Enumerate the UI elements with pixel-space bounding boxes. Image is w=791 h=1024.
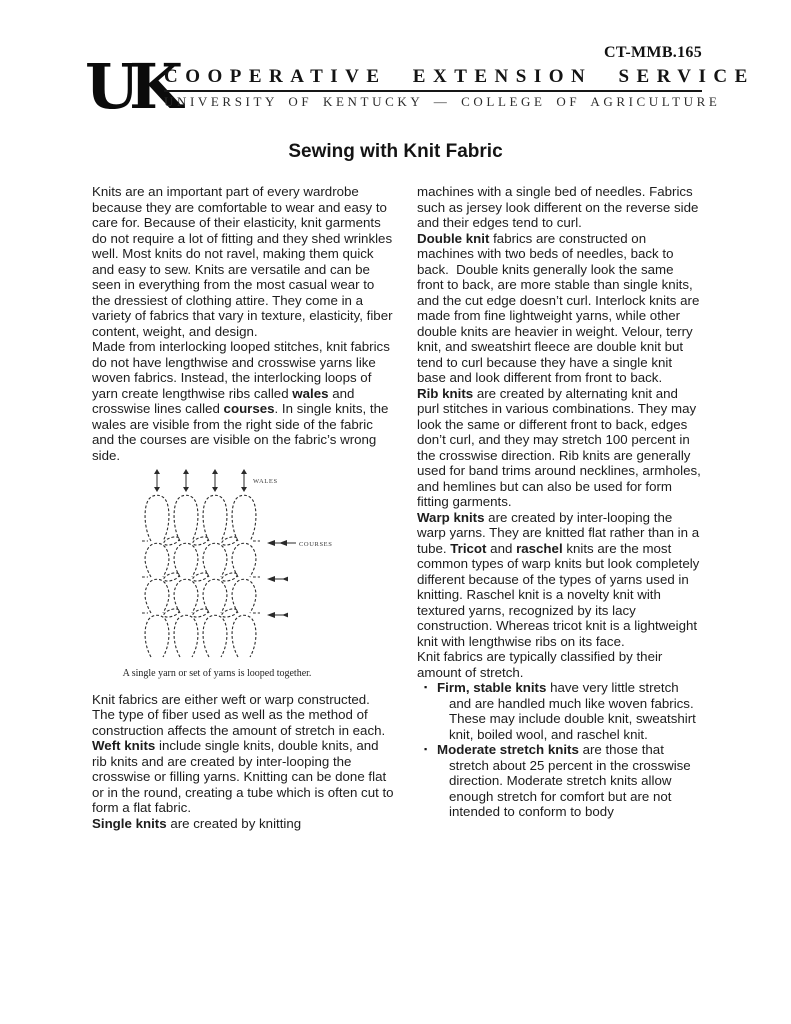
wales-arrows-icon (154, 469, 247, 492)
bold-term: raschel (516, 540, 563, 556)
text-run: and (486, 540, 517, 556)
right-column (417, 184, 703, 820)
service-name: COOPERATIVE EXTENSION SERVICE (164, 66, 755, 87)
text-run: Knit fabrics are either weft or warp constructed. The type of fiber used as well as the method of construction affects the amount of stretch in each. (92, 691, 386, 738)
paragraph-wales-courses (92, 339, 396, 463)
text-run: machines with a single bed of needles. Fabrics such as jersey look different on the reverse side and their edges tend to curl. (417, 184, 699, 230)
figure-caption: A single yarn or set of yarns is looped together. (122, 668, 312, 679)
paragraph-rib-knits (417, 386, 703, 510)
paragraph-single-knits (92, 816, 396, 832)
paragraph-double-knit (417, 231, 703, 386)
university-name: UNIVERSITY OF KENTUCKY — COLLEGE OF AGRICULTURE (164, 94, 721, 109)
masthead-rule (164, 90, 702, 92)
knit-loops (142, 495, 260, 657)
uk-logo: UK (85, 50, 173, 123)
text-run: Made from interlocking looped stitches, knit fabrics do not have lengthwise and crosswise yarns like woven fabrics. Instead, the interlocking loops of yarn create lengthwise ribs called (92, 339, 390, 401)
text-run: are those that stretch about 25 percent in the crosswise direction. Moderate stretch knits allow enough stretch for comfort but are not intended to conform to body (449, 742, 691, 819)
bold-term: Moderate stretch knits (437, 742, 579, 757)
text-run: have very little stretch and are handled much like woven fabrics. These may include double knit, sweatshirt knit, boiled wool, and raschel knit. (449, 680, 696, 742)
bold-term: Rib knits (417, 385, 474, 401)
masthead (164, 66, 755, 110)
paragraph-intro (92, 184, 396, 339)
text-run: knits are the most common types of warp knits but look completely different because of the types of yarns used in knitting. Raschel knit is a novelty knit with textured yarns, recognized by its lacy construction. Whereas tricot knit is a lightweight knit with lengthwise ribs on its face. (417, 540, 700, 649)
bold-term: Weft knits (92, 738, 156, 753)
bold-term: Double knit (417, 230, 490, 246)
list-item-firm-stable-knits (417, 680, 703, 742)
text-run: are created by knitting (166, 815, 302, 831)
page-title: Sewing with Knit Fabric (288, 141, 503, 162)
list-item-text (437, 680, 696, 742)
left-column (92, 184, 396, 831)
text-run: and crosswise lines called (92, 385, 355, 416)
document-number: CT-MMB.165 (604, 44, 702, 61)
list-item-moderate-stretch-knits (417, 742, 703, 820)
bullet-icon: ▪ (424, 744, 428, 754)
knit-figure (122, 467, 342, 682)
stretch-classification-list (417, 680, 703, 820)
text-run: fabrics are constructed on machines with two beds of needles, back to back. Double knits generally look the same front to back, are more stable than single knits, and the cut edge doesn’t curl. Interlock knits are made from fine lightweight yarns, while other double knits are heavier in weight. Velour, terry knit, and sweatshirt fleece are double knit but tend to curl because they have a single knit base and look different from front to back. (417, 230, 700, 385)
bold-term: Tricot (450, 540, 487, 556)
courses-arrows-icon (267, 540, 296, 618)
text-run: are created by inter-looping the warp yarns. They are knitted flat rather than in a tube. (417, 509, 700, 556)
courses-label: COURSES (299, 541, 333, 548)
text-run: . In single knits, the wales are visible from the right side of the fabric and the courses are visible on the fabric’s wrong side. (92, 401, 389, 463)
bold-term: Firm, stable knits (437, 680, 547, 695)
text-run: Knits are an important part of every wardrobe because they are comfortable to wear and easy to care for. Because of their elasticity, knit garments do not require a lot of fitting and they shed wrinkles well. Most knits do not ravel, making them quick and easy to sew. Knits are versatile and can be seen in everything from the most casual wear to the dressiest of clothing attire. They come in a variety of fabrics that vary in texture, elasticity, fiber content, weight, and design. (92, 184, 393, 339)
paragraph-weft-warp (92, 692, 396, 816)
bold-term: Warp knits (417, 509, 485, 525)
bold-term: Single knits (92, 815, 167, 831)
knit-structure-diagram (142, 467, 342, 663)
paragraph-single-knits-cont (417, 184, 703, 231)
list-item-text (437, 742, 691, 819)
paragraph-stretch-intro (417, 649, 703, 680)
text-run: Knit fabrics are typically classified by their amount of stretch. (417, 649, 663, 680)
bullet-icon: ▪ (424, 682, 428, 692)
text-run: are created by alternating knit and purl stitches in various combinations. They may look the same or different front to back, edges don’t curl, and they may stretch 100 percent in the crosswise direction. Rib knits are generally used for band trims around necklines, armholes, and hemlines but can also be used for form fitting garments. (417, 385, 701, 509)
bold-term: courses (223, 401, 275, 416)
bold-term: wales (292, 385, 329, 401)
text-run: include single knits, double knits, and rib knits and are created by inter-looping the crosswise or filling yarns. Knitting can be done flat or in the round, creating a tube which is often cut to form a flat fabric. (92, 738, 394, 815)
wales-label: WALES (253, 478, 278, 485)
paragraph-warp-knits (417, 510, 703, 650)
